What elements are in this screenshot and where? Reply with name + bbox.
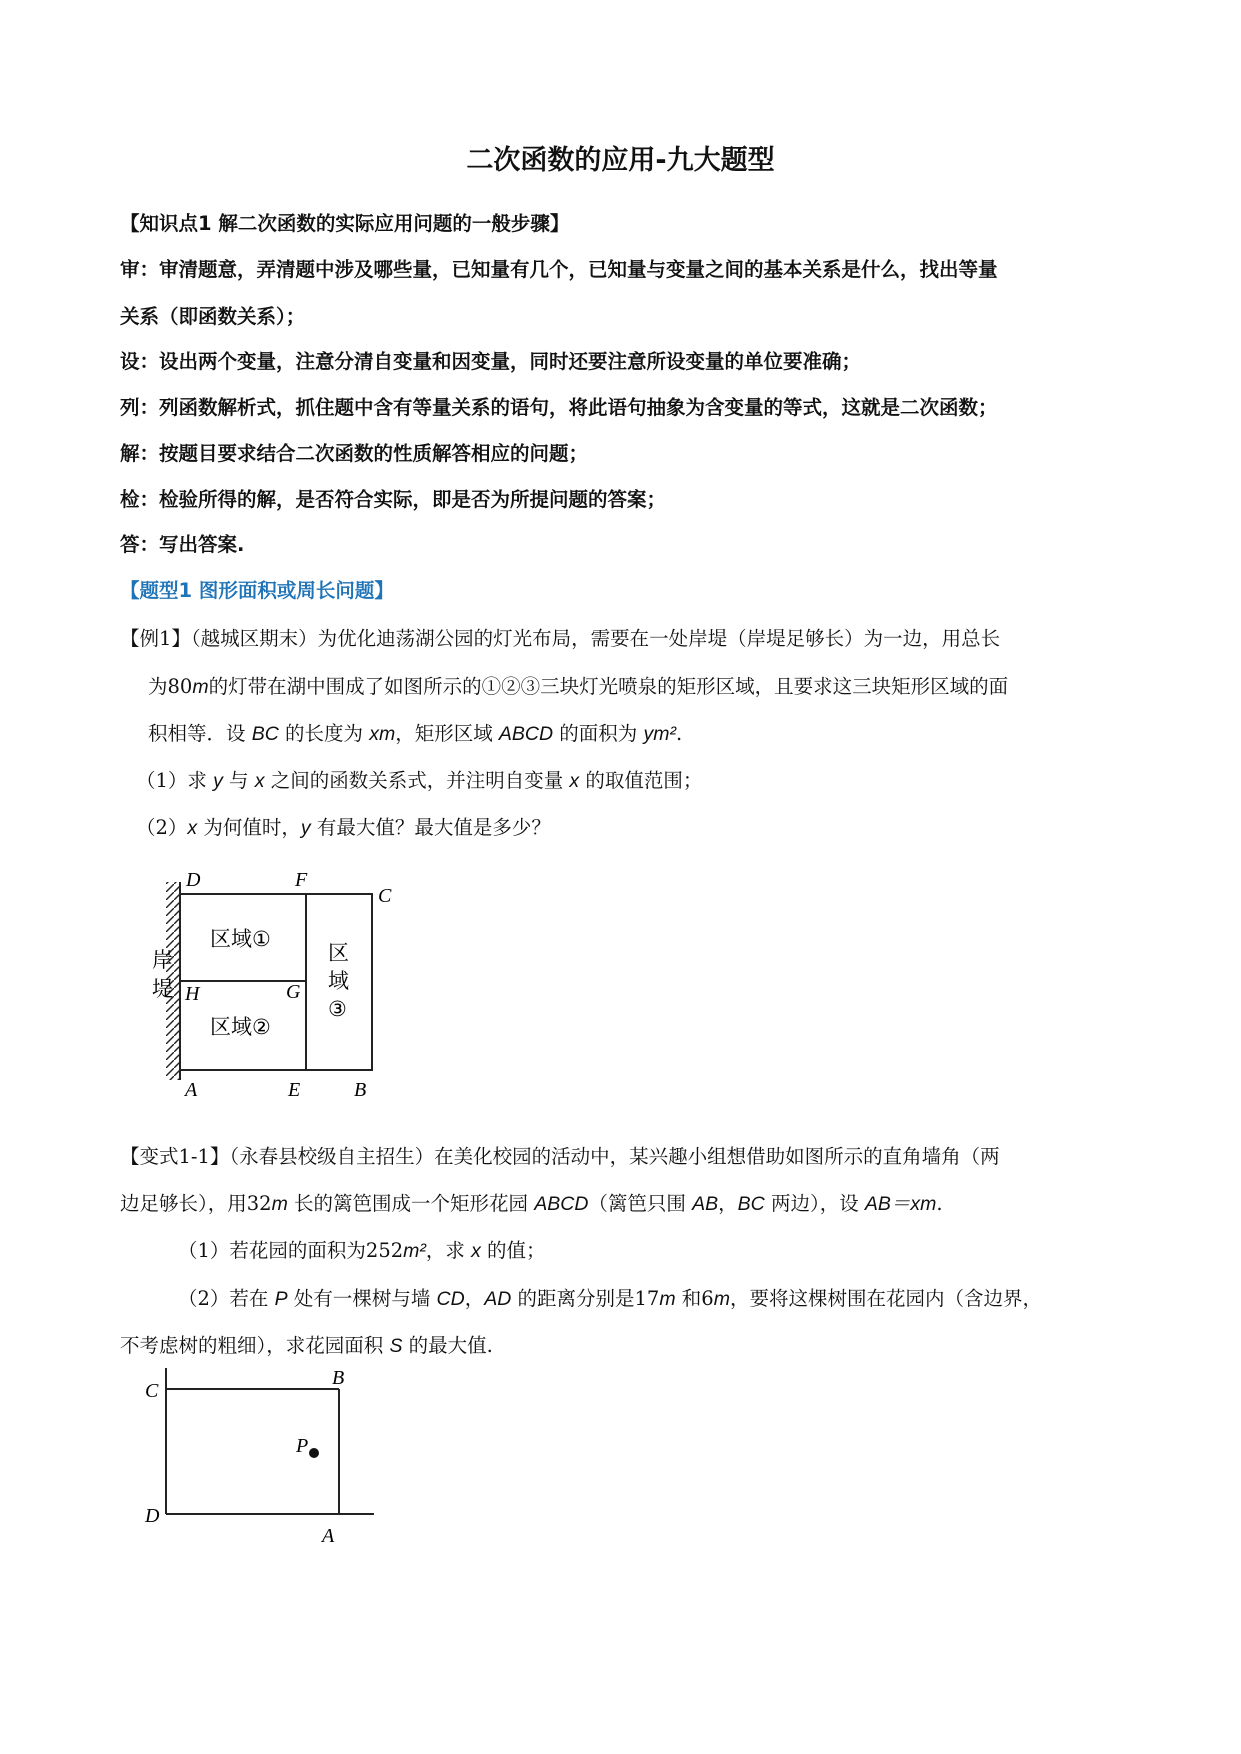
example1-line1: 【例1】（越城区期末）为优化迪荡湖公园的灯光布局，需要在一处岸堤（岸堤足够长）为一边，用总长 xyxy=(120,627,1001,650)
label-a: A xyxy=(322,1525,335,1547)
region1-label: 区域① xyxy=(210,927,271,951)
bank-char-2: 堤 xyxy=(152,977,173,1001)
region3-char-2: 域 xyxy=(328,969,349,993)
example1-question1: （1）求 y 与 x 之间的函数关系式，并注明自变量 x 的取值范围； xyxy=(136,769,703,792)
example1-figure xyxy=(152,860,398,1105)
page-title: 二次函数的应用-九大题型 xyxy=(466,145,775,176)
step-shen-line2: 关系（即函数关系）； xyxy=(120,305,306,328)
variant1-line2: 边足够长），用32m 长的篱笆围成一个矩形花园 ABCD（篱笆只围 AB，BC 两边），设 AB＝xm. xyxy=(120,1192,943,1215)
variant1-question2-cont: 不考虑树的粗细），求花园面积 S 的最大值. xyxy=(120,1334,493,1357)
tree-point xyxy=(309,1448,319,1458)
label-h: H xyxy=(185,983,200,1005)
label-f: F xyxy=(295,869,308,891)
step-shen-line1: 审：审清题意，弄清题中涉及哪些量，已知量有几个，已知量与变量之间的基本关系是什么，找出等量 xyxy=(120,258,998,281)
example1-line2: 为80m的灯带在湖中围成了如图所示的①②③三块灯光喷泉的矩形区域，且要求这三块矩形区域的面 xyxy=(148,675,1009,698)
step-lie: 列：列函数解析式，抓住题中含有等量关系的语句，将此语句抽象为含变量的等式，这就是二次函数； xyxy=(120,396,998,419)
variant1-line1: 【变式1-1】（永春县校级自主招生）在美化校园的活动中，某兴趣小组想借助如图所示的直角墙角（两 xyxy=(120,1145,1000,1168)
variant1-question2: （2）若在 P 处有一棵树与墙 CD，AD 的距离分别是17m 和6m，要将这棵树围在花园内（含边界， xyxy=(178,1287,1042,1310)
step-jian: 检：检验所得的解，是否符合实际，即是否为所提问题的答案； xyxy=(120,488,667,511)
label-e: E xyxy=(288,1079,301,1101)
region2-label: 区域② xyxy=(210,1015,271,1039)
label-c: C xyxy=(378,885,392,907)
step-jie: 解：按题目要求结合二次函数的性质解答相应的问题； xyxy=(120,442,589,465)
label-c: C xyxy=(145,1380,159,1402)
bank-char-1: 岸 xyxy=(152,948,173,972)
region3-char-1: 区 xyxy=(328,941,349,965)
knowledge-heading: 【知识点1 解二次函数的实际应用问题的一般步骤】 xyxy=(120,212,570,235)
type1-heading: 【题型1 图形面积或周长问题】 xyxy=(120,579,394,602)
variant1-question1: （1）若花园的面积为252m²，求 x 的值； xyxy=(178,1239,546,1262)
label-p: P xyxy=(296,1435,309,1457)
label-b: B xyxy=(354,1079,367,1101)
step-da: 答：写出答案. xyxy=(120,533,245,556)
label-d: D xyxy=(145,1505,160,1527)
example1-line3: 积相等．设 BC 的长度为 xm，矩形区域 ABCD 的面积为 ym². xyxy=(148,722,683,745)
region3-char-3: ③ xyxy=(328,997,347,1021)
variant1-figure xyxy=(142,1368,382,1556)
step-she: 设：设出两个变量，注意分清自变量和因变量，同时还要注意所设变量的单位要准确； xyxy=(120,350,862,373)
label-b: B xyxy=(332,1367,345,1389)
label-g: G xyxy=(286,981,301,1003)
example1-question2: （2）x 为何值时，y 有最大值？最大值是多少？ xyxy=(136,816,551,839)
label-d: D xyxy=(186,869,201,891)
label-a: A xyxy=(185,1079,198,1101)
